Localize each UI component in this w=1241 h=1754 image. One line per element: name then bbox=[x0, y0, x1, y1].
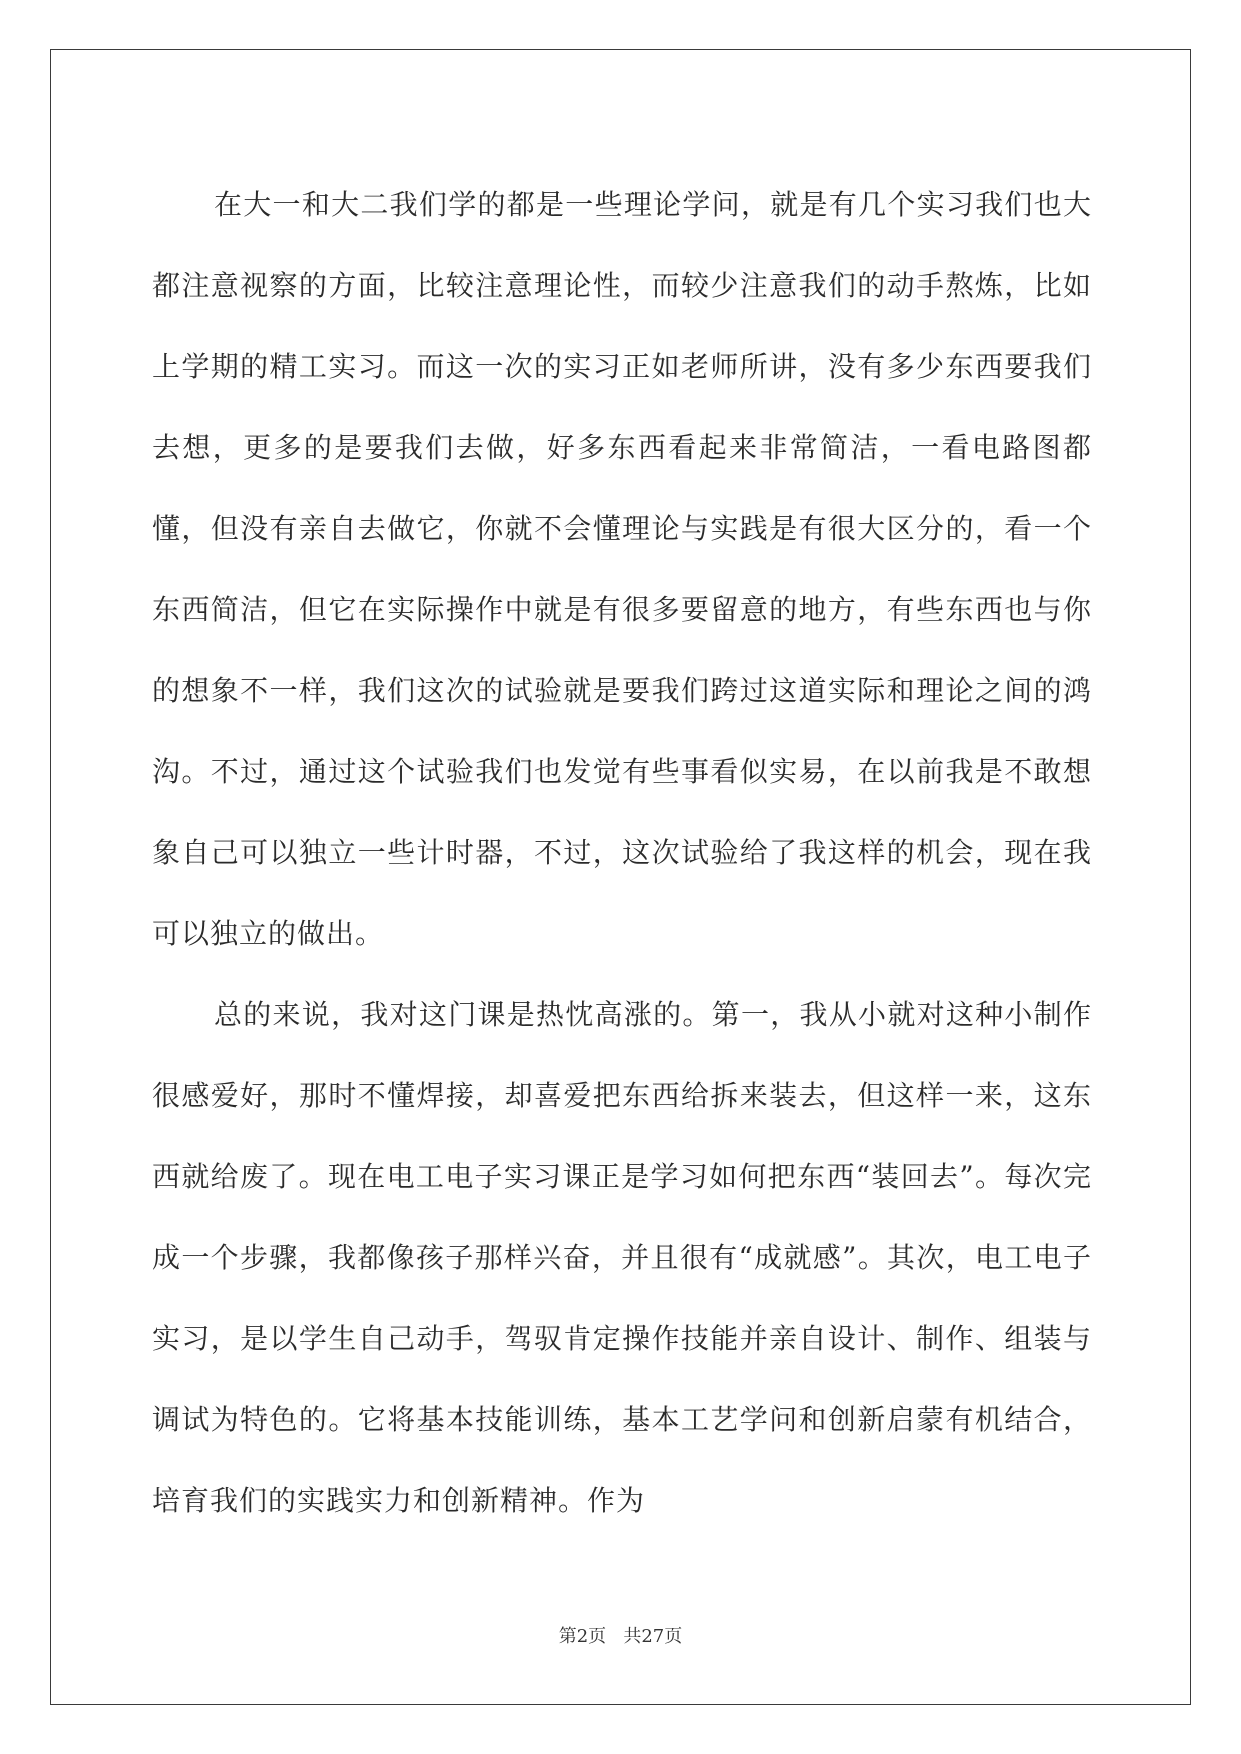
paragraph-1: 在大一和大二我们学的都是一些理论学问，就是有几个实习我们也大都注意视察的方面，比较注意理论性，而较少注意我们的动手熬炼，比如上学期的精工实习。而这一次的实习正如老师所讲，没有多少东西要我们去想，更多的是要我们去做，好多东西看起来非常简洁，一看电路图都懂，但没有亲自去做它，你就不会懂理论与实践是有很大区分的，看一个东西简洁，但它在实际操作中就是有很多要留意的地方，有些东西也与你的想象不一样，我们这次的试验就是要我们跨过这道实际和理论之间的鸿沟。不过，通过这个试验我们也发觉有些事看似实易，在以前我是不敢想象自己可以独立一些计时器，不过，这次试验给了我这样的机会，现在我可以独立的做出。 bbox=[152, 188, 1092, 950]
paragraph-2: 总的来说，我对这门课是热忱高涨的。第一，我从小就对这种小制作很感爱好，那时不懂焊接，却喜爱把东西给拆来装去，但这样一来，这东西就给废了。现在电工电子实习课正是学习如何把东西“装回去”。每次完成一个步骤，我都像孩子那样兴奋，并且很有“成就感”。其次，电工电子实习，是以学生自己动手，驾驭肯定操作技能并亲自设计、制作、组装与调试为特色的。它将基本技能训练，基本工艺学问和创新启蒙有机结合，培育我们的实践实力和创新精神。作为 bbox=[152, 998, 1092, 1517]
page-footer: 第2页 共27页 bbox=[558, 1626, 683, 1647]
document-body bbox=[152, 164, 1092, 1541]
